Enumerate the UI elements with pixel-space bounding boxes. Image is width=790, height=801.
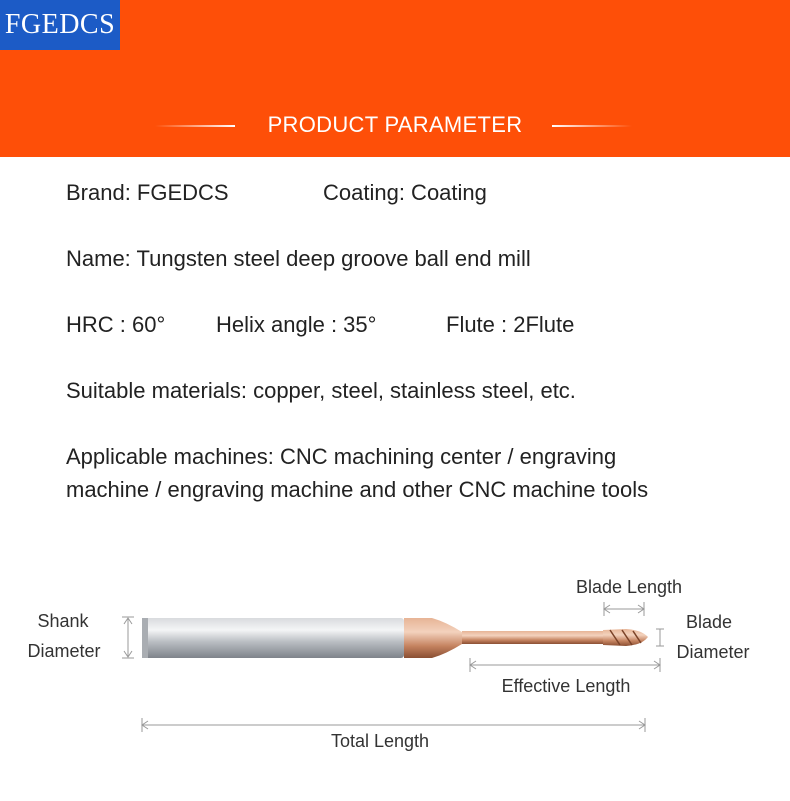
shank-diameter-label-line2: Diameter (27, 641, 101, 661)
page-title: PRODUCT PARAMETER (267, 112, 523, 137)
blade-diameter-dimension (656, 629, 664, 646)
title-divider-right (552, 125, 632, 127)
param-name: Name: Tungsten steel deep groove ball end mill (66, 246, 531, 271)
total-length-label: Total Length (330, 731, 430, 751)
blade-length-label: Blade Length (575, 577, 683, 597)
param-brand: Brand: FGEDCS (66, 180, 229, 205)
shank-diameter-label-line1: Shank (37, 611, 89, 631)
effective-length-dimension (470, 658, 660, 672)
shank (142, 618, 404, 658)
param-flute: Flute : 2Flute (446, 312, 575, 337)
param-materials: Suitable materials: copper, steel, stainless steel, etc. (66, 378, 576, 403)
shank-diameter-dimension (122, 617, 134, 658)
header-banner (0, 0, 790, 157)
param-coating: Coating: Coating (323, 180, 487, 205)
blade-diameter-label-line1: Blade (685, 612, 733, 632)
effective-length-label: Effective Length (501, 676, 631, 696)
blade-diameter-label-line2: Diameter (676, 642, 750, 662)
param-machines-line1: Applicable machines: CNC machining center / engraving (66, 444, 617, 469)
brand-logo: FGEDCS (0, 0, 120, 50)
neck (462, 631, 604, 644)
param-helix-angle: Helix angle : 35° (216, 312, 377, 337)
shank-chamfer (142, 618, 148, 658)
coated-taper (404, 618, 462, 658)
param-hrc: HRC : 60° (66, 312, 166, 337)
end-mill-diagram (0, 560, 790, 801)
blade-length-dimension (604, 602, 644, 616)
ball-head (603, 629, 648, 646)
param-machines-line2: machine / engraving machine and other CNC machine tools (66, 477, 649, 502)
